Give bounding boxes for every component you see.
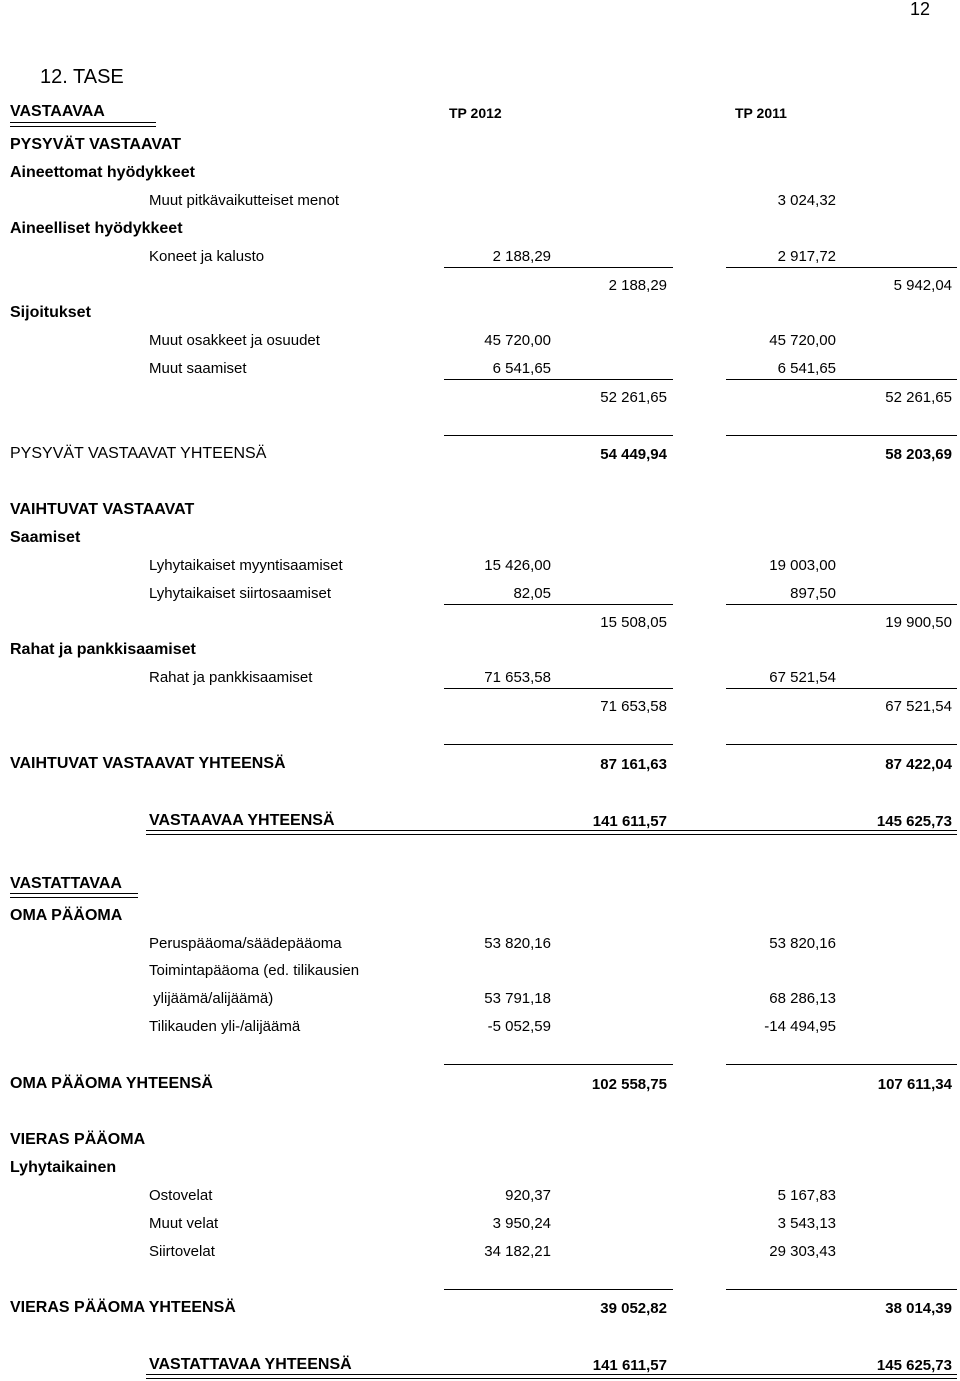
row-value-tp2012: 45 720,00 bbox=[484, 332, 551, 349]
column-rule bbox=[444, 1289, 673, 1290]
column-rule bbox=[444, 379, 673, 380]
column-rule bbox=[726, 435, 957, 436]
row-value-tp2011: 45 720,00 bbox=[769, 332, 836, 349]
assets-grand-total-tp2012: 141 611,57 bbox=[592, 813, 667, 830]
assets-heading: VASTAAVAA bbox=[10, 103, 105, 120]
row-value-tp2011: 29 303,43 bbox=[769, 1243, 836, 1260]
debt-total-tp2011: 38 014,39 bbox=[885, 1300, 952, 1317]
row-label: ylijäämä/alijäämä) bbox=[149, 990, 274, 1007]
liabilities-heading: VASTATTAVAA bbox=[10, 875, 122, 892]
subtotal-tp2011: 52 261,65 bbox=[885, 389, 952, 406]
subtotal-tp2012: 71 653,58 bbox=[600, 698, 667, 715]
fixed-assets-total-tp2012: 54 449,94 bbox=[600, 446, 667, 463]
row-value-tp2012: 3 950,24 bbox=[492, 1215, 551, 1232]
row-label: Peruspääoma/säädepääoma bbox=[149, 935, 342, 952]
row-value-tp2011: 2 917,72 bbox=[777, 248, 836, 265]
equity-total-tp2012: 102 558,75 bbox=[591, 1076, 667, 1093]
column-rule bbox=[444, 267, 673, 268]
row-value-tp2012: 920,37 bbox=[505, 1187, 551, 1204]
assets-heading-underline bbox=[10, 122, 156, 127]
fixed-assets-total-tp2011: 58 203,69 bbox=[885, 446, 952, 463]
liabilities-grand-total-label: VASTATTAVAA YHTEENSÄ bbox=[149, 1356, 352, 1373]
liabilities-grand-total-tp2012: 141 611,57 bbox=[592, 1357, 667, 1374]
row-value-tp2012: 2 188,29 bbox=[492, 248, 551, 265]
equity-total-label: OMA PÄÄOMA YHTEENSÄ bbox=[10, 1075, 213, 1092]
row-label: Ostovelat bbox=[149, 1187, 213, 1204]
intangible-heading: Aineettomat hyödykkeet bbox=[10, 164, 195, 181]
assets-grand-total-tp2011: 145 625,73 bbox=[876, 813, 952, 830]
row-value-tp2012: 71 653,58 bbox=[484, 669, 551, 686]
row-value-tp2012: 15 426,00 bbox=[484, 557, 551, 574]
column-rule bbox=[444, 604, 673, 605]
row-value-tp2011: 53 820,16 bbox=[769, 935, 836, 952]
subtotal-tp2012: 15 508,05 bbox=[600, 614, 667, 631]
debt-total-tp2012: 39 052,82 bbox=[600, 1300, 667, 1317]
row-value-tp2011: 3 543,13 bbox=[777, 1215, 836, 1232]
row-label: Rahat ja pankkisaamiset bbox=[149, 669, 313, 686]
column-rule bbox=[726, 604, 957, 605]
row-value-tp2012: 53 791,18 bbox=[484, 990, 551, 1007]
grand-total-double-rule bbox=[146, 830, 957, 835]
liabilities-grand-total-tp2011: 145 625,73 bbox=[876, 1357, 952, 1374]
column-rule bbox=[444, 435, 673, 436]
subtotal-tp2011: 5 942,04 bbox=[893, 277, 952, 294]
subtotal-tp2012: 2 188,29 bbox=[608, 277, 667, 294]
assets-grand-total-label: VASTAAVAA YHTEENSÄ bbox=[149, 812, 335, 829]
row-label: Koneet ja kalusto bbox=[149, 248, 265, 265]
column-rule bbox=[726, 1064, 957, 1065]
equity-total-tp2011: 107 611,34 bbox=[877, 1076, 952, 1093]
receivables-heading: Saamiset bbox=[10, 529, 81, 546]
short-term-heading: Lyhytaikainen bbox=[10, 1159, 117, 1176]
row-value-tp2012: 6 541,65 bbox=[492, 360, 551, 377]
column-header-tp2012: TP 2012 bbox=[449, 105, 502, 121]
row-label: Toimintapääoma (ed. tilikausien bbox=[149, 962, 360, 979]
cash-heading: Rahat ja pankkisaamiset bbox=[10, 641, 196, 658]
page-number: 12 bbox=[909, 0, 930, 19]
investments-heading: Sijoitukset bbox=[10, 304, 91, 321]
row-value-tp2012: 53 820,16 bbox=[484, 935, 551, 952]
row-value-tp2011: -14 494,95 bbox=[764, 1018, 836, 1035]
column-rule bbox=[726, 1289, 957, 1290]
section-title: 12. TASE bbox=[40, 66, 124, 88]
row-label: Muut saamiset bbox=[149, 360, 247, 377]
subtotal-tp2011: 19 900,50 bbox=[885, 614, 952, 631]
row-label: Muut pitkävaikutteiset menot bbox=[149, 192, 340, 209]
current-assets-total-label: VAIHTUVAT VASTAAVAT YHTEENSÄ bbox=[10, 755, 286, 772]
row-label: Siirtovelat bbox=[149, 1243, 215, 1260]
column-rule bbox=[444, 744, 673, 745]
column-header-tp2011: TP 2011 bbox=[735, 105, 787, 121]
fixed-assets-heading: PYSYVÄT VASTAAVAT bbox=[10, 136, 181, 153]
row-value-tp2011: 897,50 bbox=[790, 585, 836, 602]
equity-heading: OMA PÄÄOMA bbox=[10, 907, 123, 924]
row-value-tp2011: 5 167,83 bbox=[777, 1187, 836, 1204]
debt-total-label: VIERAS PÄÄOMA YHTEENSÄ bbox=[10, 1299, 236, 1316]
tangible-heading: Aineelliset hyödykkeet bbox=[10, 220, 183, 237]
subtotal-tp2011: 67 521,54 bbox=[885, 698, 952, 715]
row-value-tp2011: 68 286,13 bbox=[769, 990, 836, 1007]
row-label: Muut velat bbox=[149, 1215, 219, 1232]
current-assets-heading: VAIHTUVAT VASTAAVAT bbox=[10, 501, 195, 518]
current-assets-total-tp2011: 87 422,04 bbox=[885, 756, 952, 773]
row-value-tp2012: 34 182,21 bbox=[484, 1243, 551, 1260]
row-value-tp2012: -5 052,59 bbox=[487, 1018, 551, 1035]
grand-total-double-rule bbox=[146, 1374, 957, 1379]
column-rule bbox=[726, 688, 957, 689]
row-value-tp2011: 6 541,65 bbox=[777, 360, 836, 377]
column-rule bbox=[726, 379, 957, 380]
column-rule bbox=[726, 267, 957, 268]
row-label: Lyhytaikaiset myyntisaamiset bbox=[149, 557, 343, 574]
row-value-tp2011: 19 003,00 bbox=[769, 557, 836, 574]
row-label: Lyhytaikaiset siirtosaamiset bbox=[149, 585, 332, 602]
row-label: Muut osakkeet ja osuudet bbox=[149, 332, 320, 349]
debt-heading: VIERAS PÄÄOMA bbox=[10, 1131, 146, 1148]
column-rule bbox=[444, 688, 673, 689]
current-assets-total-tp2012: 87 161,63 bbox=[600, 756, 667, 773]
liabilities-heading-underline bbox=[10, 893, 138, 898]
row-value-tp2012: 82,05 bbox=[513, 585, 551, 602]
row-value-tp2011: 3 024,32 bbox=[777, 192, 836, 209]
row-value-tp2011: 67 521,54 bbox=[769, 669, 836, 686]
column-rule bbox=[726, 744, 957, 745]
fixed-assets-total-label: PYSYVÄT VASTAAVAT YHTEENSÄ bbox=[10, 445, 267, 462]
column-rule bbox=[444, 1064, 673, 1065]
subtotal-tp2012: 52 261,65 bbox=[600, 389, 667, 406]
row-label: Tilikauden yli-/alijäämä bbox=[149, 1018, 301, 1035]
